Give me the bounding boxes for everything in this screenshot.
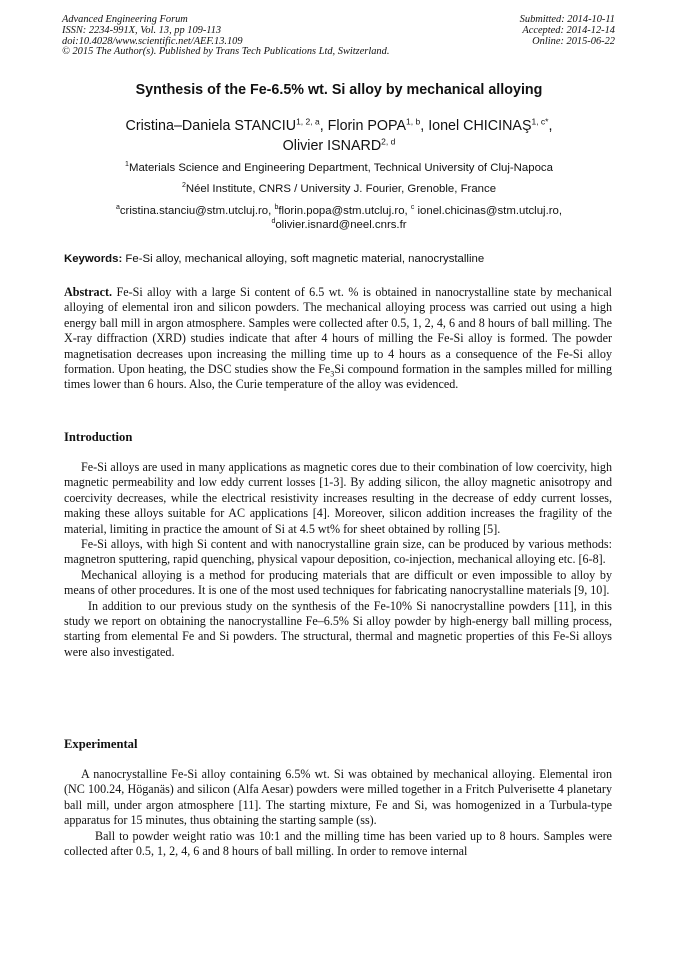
abstract-subscript: 3 xyxy=(330,369,335,379)
author-affil-sup: 1, b xyxy=(406,116,421,127)
email-address: cristina.stanciu@stm.utcluj.ro, xyxy=(119,205,275,217)
paragraph: Fe-Si alloys, with high Si content and with nanocrystalline grain size, can be produced by various methods: magnetron sputtering, rapid quenching, physical vapour deposition, co-injection, mechanical alloying etc. [6-8]. xyxy=(64,537,612,567)
journal-copyright: © 2015 The Author(s). Published by Trans Tech Publications Ltd, Switzerland. xyxy=(62,46,390,58)
journal-info xyxy=(62,15,389,58)
journal-name: Advanced Engineering Forum xyxy=(62,14,188,25)
email-sup: d xyxy=(271,218,276,226)
affiliation-1 xyxy=(40,162,638,175)
introduction-body xyxy=(64,460,612,660)
abstract-text: Fe-Si alloy with a large Si content of 6.5 wt. % is obtained in nanocrystalline state by mechanical alloying of elemental iron and silicon powders. The mechanical alloying process was carried out using a high energy ball mill in argon atmosphere. Samples were collected after 0.5, 1, 2, 4, 6 and 8 hours of ball milling. The X-ray diffraction (XRD) studies indicate that after 4 hours of milling the Fe-Si alloy is formed. The powder magnetisation decreases upon increasing the milling time up to 4 hours as a consequence of the Fe-Si alloy formation. Upon heating, the DSC studies show the Fe xyxy=(64,285,612,377)
journal-doi: doi:10.4028/www.scientific.net/AEF.13.109 xyxy=(62,35,243,47)
abstract-label: Abstract. xyxy=(64,285,113,299)
email-address: ionel.chicinas@stm.utcluj.ro, xyxy=(414,205,563,217)
paragraph: Ball to powder weight ratio was 10:1 and the milling time has been varied up to 8 hours. Samples were collected after 0.5, 1, 2, 4, 6 and 8 hours of ball milling. In order to remove internal xyxy=(64,828,612,859)
affiliation-sup: 2 xyxy=(181,182,186,190)
author-separator: , xyxy=(548,118,553,134)
paragraph: A nanocrystalline Fe-Si alloy containing 6.5% wt. Si was obtained by mechanical alloying. Elemental iron (NC 100.24, Höganäs) and silicon (Alfa Aesar) powders were milled together in a Fritch Pulverisette 4 planetary ball mill, under argon atmosphere [11]. The starting mixture, Fe and Si, was homogenized in a Turbula-type apparatus for 15 minutes, thus obtaining the starting sample (ss). xyxy=(64,767,612,828)
affiliation-2 xyxy=(40,183,638,196)
section-heading-introduction: Introduction xyxy=(64,430,133,444)
email-sup: a xyxy=(115,204,120,212)
email-address: florin.popa@stm.utcluj.ro, xyxy=(278,205,411,217)
author-separator: , xyxy=(420,118,429,134)
keywords-text: Fe-Si alloy, mechanical alloying, soft magnetic material, nanocrystalline xyxy=(122,253,485,265)
paragraph: In addition to our previous study on the synthesis of the Fe-10% Si nanocrystalline powders [11], in this study we report on obtaining the nanocrystalline Fe–6.5% Si alloy powder by high-energy ball milling process, starting from elemental Fe and Si powders. The structural, thermal and magnetic properties of this Fe-Si alloys were also investigated. xyxy=(64,598,612,659)
keywords xyxy=(64,253,624,265)
author-affil-sup: 2, d xyxy=(381,136,396,147)
author-name: Ionel CHICINAŞ xyxy=(428,118,532,134)
author-name: Cristina–Daniela STANCIU xyxy=(125,118,297,134)
online-date: Online: 2015-06-22 xyxy=(532,35,615,47)
email-address: olivier.isnard@neel.cnrs.fr xyxy=(275,219,407,231)
submitted-date: Submitted: 2014-10-11 xyxy=(519,14,615,25)
section-heading-experimental: Experimental xyxy=(64,737,138,751)
paragraph: Fe-Si alloys are used in many applications as magnetic cores due to their combination of low coercivity, high magnetic permeability and low eddy current losses [1-3]. By adding silicon, the alloy magnetic anisotropy and coercivity decreases, while the electrical resistivity increases resulting in the decrease of eddy current losses, making these alloys suitable for AC applications [4]. Moreover, silicon addition increases the fragility of the material, limiting in practice the amount of Si at 4.5 wt% for sheet obtained by rolling [5]. xyxy=(64,460,612,536)
author-separator: , xyxy=(319,118,328,134)
publication-dates xyxy=(520,15,615,47)
paper-title: Synthesis of the Fe-6.5% wt. Si alloy by mechanical alloying xyxy=(135,82,543,98)
affiliation-sup: 1 xyxy=(125,161,129,169)
email-sup: c xyxy=(410,204,415,212)
author-affil-sup: 1, 2, a xyxy=(296,116,320,127)
email-sup: b xyxy=(274,204,279,212)
abstract xyxy=(64,285,612,393)
author-name: Olivier ISNARD xyxy=(282,138,382,154)
author-emails xyxy=(40,204,638,232)
author-affil-sup: 1, c* xyxy=(531,116,549,127)
abstract-text-continued: Si compound formation in the samples milled for milling times lower than 6 hours. Also, the Curie temperature of the alloy was evidenced. xyxy=(64,362,612,392)
author-name: Florin POPA xyxy=(327,118,407,134)
affiliation-text: Néel Institute, CNRS / University J. Fourier, Grenoble, France xyxy=(185,183,497,195)
author-list xyxy=(40,116,638,156)
experimental-body xyxy=(64,767,612,859)
affiliation-text: Materials Science and Engineering Department, Technical University of Cluj-Napoca xyxy=(128,162,553,174)
journal-issn: ISSN: 2234-991X, Vol. 13, pp 109-113 xyxy=(62,24,222,36)
accepted-date: Accepted: 2014-12-14 xyxy=(522,24,615,36)
paragraph: Mechanical alloying is a method for producing materials that are difficult or even impossible to alloy by means of other procedures. It is one of the most used techniques for fabricating nanocrystalline materials [9, 10]. xyxy=(64,567,612,598)
keywords-label: Keywords: xyxy=(64,253,123,265)
